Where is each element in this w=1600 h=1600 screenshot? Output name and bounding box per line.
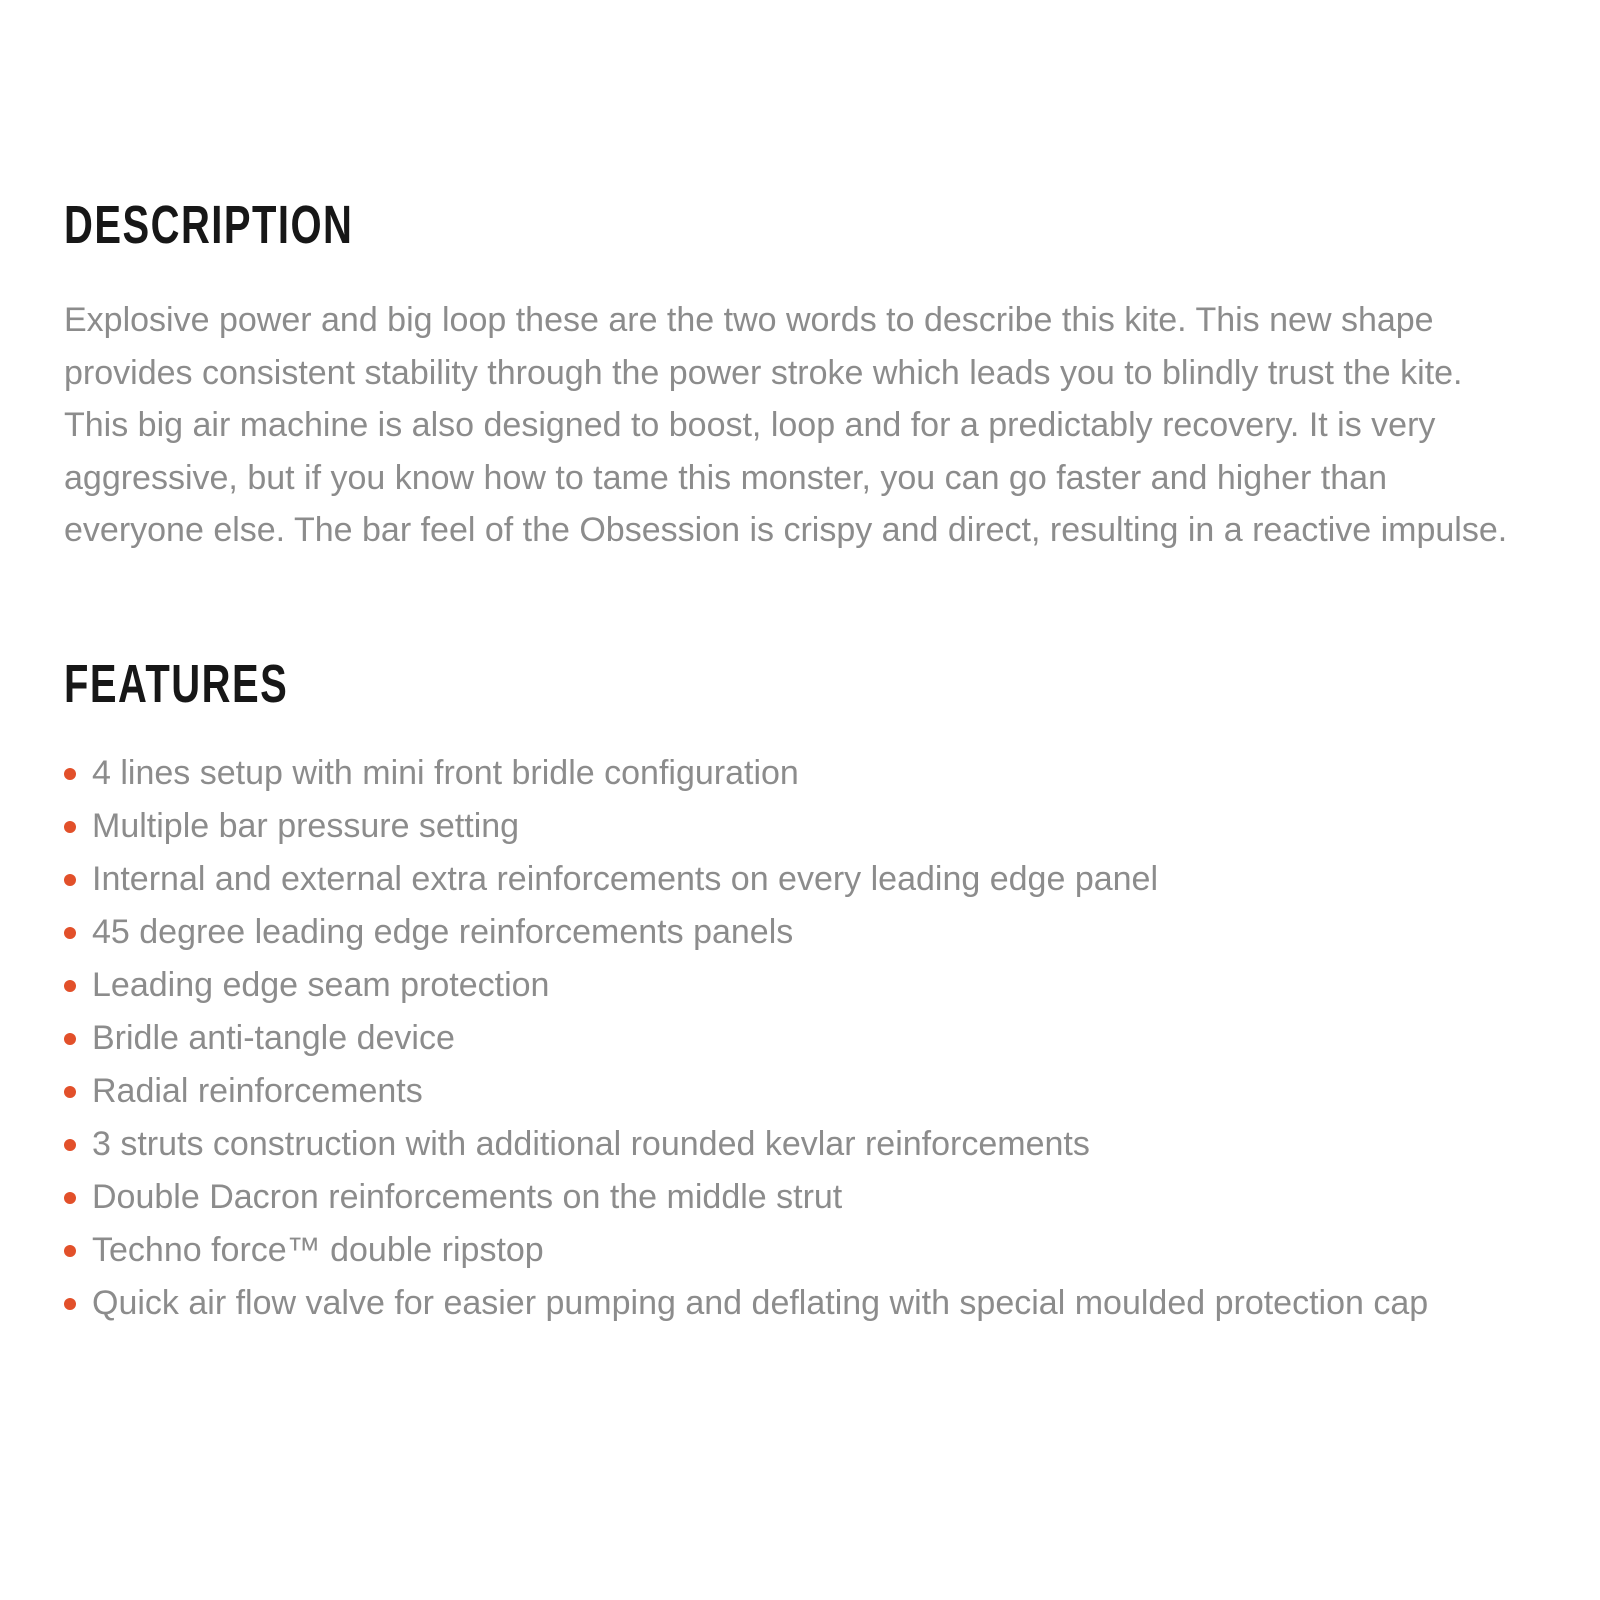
bullet-icon bbox=[64, 980, 76, 992]
feature-item bbox=[64, 1171, 1520, 1224]
feature-item-text: Techno force™ double ripstop bbox=[92, 1230, 544, 1269]
feature-item-text: 3 struts construction with additional rounded kevlar reinforcements bbox=[92, 1124, 1090, 1163]
bullet-icon bbox=[64, 1033, 76, 1045]
description-heading bbox=[64, 0, 1520, 255]
bullet-icon bbox=[64, 1245, 76, 1257]
bullet-icon bbox=[64, 768, 76, 780]
feature-item bbox=[64, 1065, 1520, 1118]
feature-item-text: Radial reinforcements bbox=[92, 1071, 423, 1110]
feature-item bbox=[64, 1277, 1520, 1330]
feature-item-text: Double Dacron reinforcements on the middle strut bbox=[92, 1177, 843, 1216]
features-heading bbox=[64, 557, 1520, 714]
description-paragraph: Explosive power and big loop these are the two words to describe this kite. This new shape provides consistent stability through the power stroke which leads you to blindly trust the kite. This big air machine is also designed to boost, loop and for a predictably recovery. It is very aggressive, but if you know how to tame this monster, you can go faster and higher than everyone else. The bar feel of the Obsession is crispy and direct, resulting in a reactive impulse. bbox=[64, 301, 1508, 549]
feature-item bbox=[64, 1118, 1520, 1171]
feature-item bbox=[64, 906, 1520, 959]
bullet-icon bbox=[64, 821, 76, 833]
feature-item-text: Multiple bar pressure setting bbox=[92, 806, 520, 845]
feature-item-text: 4 lines setup with mini front bridle configuration bbox=[92, 753, 799, 792]
feature-item bbox=[64, 800, 1520, 853]
description-heading-text: DESCRIPTION bbox=[64, 195, 354, 255]
feature-item-text: 45 degree leading edge reinforcements panels bbox=[92, 912, 794, 951]
feature-item-text: Quick air flow valve for easier pumping and deflating with special moulded protection cap bbox=[92, 1283, 1429, 1322]
bullet-icon bbox=[64, 927, 76, 939]
bullet-icon bbox=[64, 1086, 76, 1098]
features-heading-text: FEATURES bbox=[64, 653, 289, 714]
bullet-icon bbox=[64, 1298, 76, 1310]
feature-item-text: Internal and external extra reinforcements on every leading edge panel bbox=[92, 859, 1159, 898]
feature-item bbox=[64, 853, 1520, 906]
bullet-icon bbox=[64, 1192, 76, 1204]
feature-item bbox=[64, 1012, 1520, 1065]
bullet-icon bbox=[64, 874, 76, 886]
feature-item-text: Bridle anti-tangle device bbox=[92, 1018, 455, 1057]
feature-item-text: Leading edge seam protection bbox=[92, 965, 550, 1004]
bullet-icon bbox=[64, 1139, 76, 1151]
features-list bbox=[64, 747, 1520, 1330]
feature-item bbox=[64, 747, 1520, 800]
feature-item bbox=[64, 1224, 1520, 1277]
feature-item bbox=[64, 959, 1520, 1012]
